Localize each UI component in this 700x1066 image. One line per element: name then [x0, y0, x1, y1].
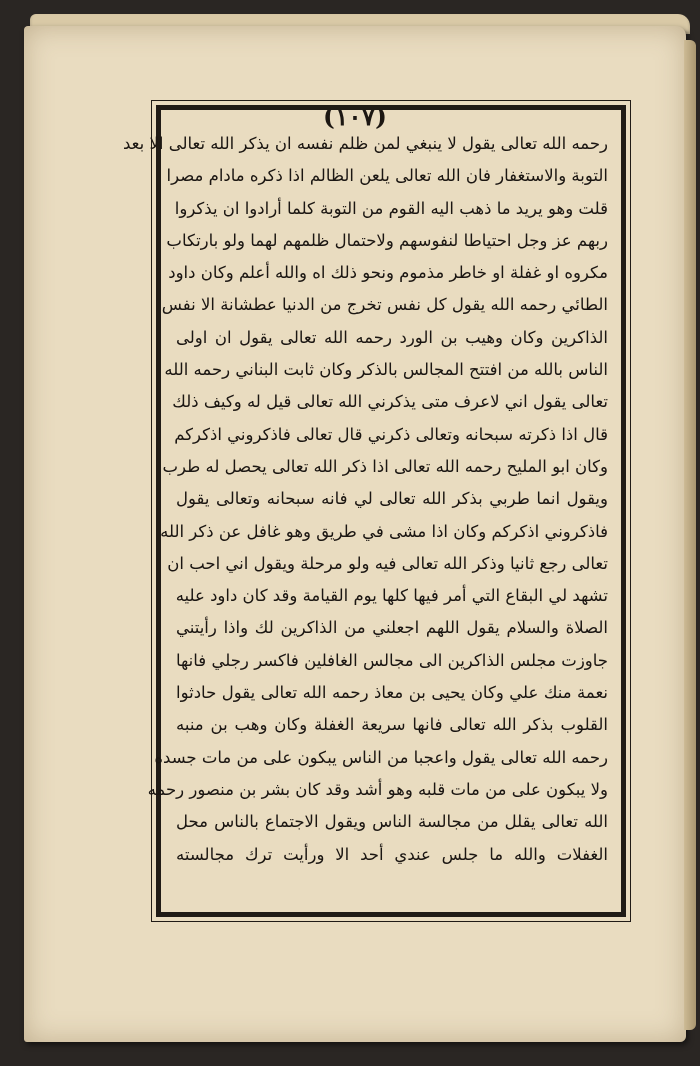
text-line-3: قلت وهو يريد ما ذهب اليه القوم من التوبة كلما أرادوا ان يذكروا	[174, 198, 608, 218]
text-line-15: تشهد لي البقاع التي أمر فيها كلها يوم القيامة وقد كان داود عليه	[175, 586, 608, 606]
text-line-18: نعمة منك علي وكان يحيى بن معاذ رحمه الله تعالى يقول حادثوا	[176, 683, 608, 703]
page-fore-edge	[684, 40, 696, 1030]
text-line-21: ولا يبكون على من مات قلبه وهو أشد وقد كان بشر بن منصور رحمه	[147, 779, 608, 799]
text-line-12: ويقول انما طربي بذكر الله تعالى لي فانه سبحانه وتعالى يقول	[176, 489, 608, 509]
text-line-2: التوبة والاستغفار فان الله تعالى يلعن الظالم اذا ذكره مادام مصرا	[166, 166, 608, 186]
text-line-16: الصلاة والسلام يقول اللهم اجعلني من الذاكرين لك واذا رأيتني	[176, 618, 608, 638]
text-line-4: ربهم عز وجل احتياطا لنفوسهم ولاحتمال ظلمهم لهما ولو بارتكاب	[166, 230, 608, 250]
page-number: (١٠٧)	[323, 102, 387, 131]
text-line-11: وكان ابو المليح رحمه الله تعالى اذا ذكر الله تعالى يحصل له طرب	[162, 456, 608, 476]
text-line-13: فاذكروني اذكركم وكان اذا مشى في طريق وهو غافل عن ذكر الله	[160, 521, 608, 541]
text-line-1: رحمه الله تعالى يقول لا ينبغي لمن ظلم نفسه ان يذكر الله تعالى الا بعد	[123, 134, 608, 153]
text-line-22: الله تعالى يقلل من مجالسة الناس ويقول الاجتماع بالناس محل	[176, 812, 608, 832]
arabic-text-block	[123, 128, 608, 904]
text-line-19: القلوب بذكر الله تعالى فانها سريعة الغفلة وكان وهب بن منبه	[176, 715, 608, 735]
text-line-8: الناس بالله من افتتح المجالس بالذكر وكان ثابت البناني رحمه الله	[164, 360, 608, 380]
text-line-5: مكروه او غفلة او خاطر مذموم ونحو ذلك اه والله أعلم وكان داود	[168, 263, 608, 283]
text-line-9: تعالى يقول اني لاعرف متى يذكرني الله تعالى قيل له وكيف ذلك	[172, 392, 608, 412]
text-line-23: الغفلات والله ما جلس عندي أحد الا ورأيت ترك مجالسته	[176, 844, 608, 864]
text-line-10: قال اذا ذكرته سبحانه وتعالى ذكرني قال تعالى فاذكروني اذكركم	[174, 424, 608, 444]
text-line-6: الطائي رحمه الله يقول كل نفس تخرج من الدنيا عطشانة الا نفس	[161, 295, 608, 315]
text-line-7: الذاكرين وكان وهيب بن الورد رحمه الله تعالى يقول ان اولى	[176, 327, 608, 347]
text-line-17: جاوزت مجلس الذاكرين الى مجالس الغافلين فاكسر رجلي فانها	[176, 650, 608, 670]
text-line-20: رحمه الله تعالى يقول واعجبا من الناس يبكون على من مات جسده	[154, 747, 608, 767]
text-line-14: تعالى رجع ثانيا وذكر الله تعالى فيه ولو مرحلة ويقول اني احب ان	[167, 553, 608, 573]
